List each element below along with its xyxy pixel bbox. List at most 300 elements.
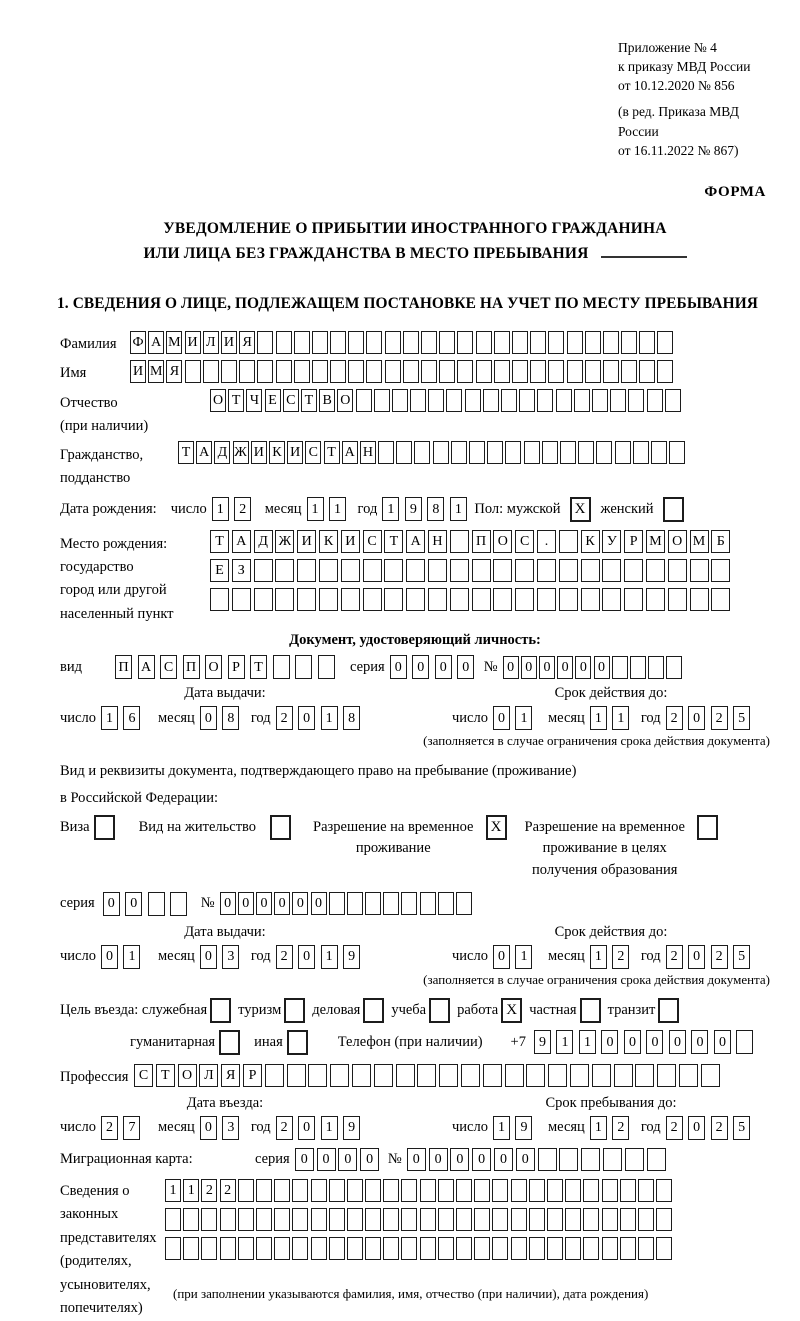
char-cell[interactable] [620, 1237, 636, 1260]
char-cell[interactable] [646, 588, 665, 611]
char-cell[interactable]: 9 [343, 1116, 360, 1140]
char-cell[interactable]: 0 [338, 1148, 357, 1171]
char-cell[interactable] [165, 1208, 181, 1231]
char-cell[interactable]: 6 [123, 706, 140, 730]
char-cell[interactable] [183, 1237, 199, 1260]
char-cell[interactable] [493, 588, 512, 611]
char-cell[interactable] [602, 588, 621, 611]
char-cell[interactable] [384, 588, 403, 611]
char-cell[interactable]: А [232, 530, 251, 553]
char-cell[interactable] [474, 1237, 490, 1260]
char-cell[interactable] [548, 360, 564, 383]
char-cell[interactable] [476, 331, 492, 354]
char-cell[interactable] [512, 360, 528, 383]
char-cell[interactable] [348, 331, 364, 354]
char-cell[interactable] [366, 360, 382, 383]
char-cell[interactable]: 9 [405, 497, 422, 521]
char-cell[interactable] [560, 441, 576, 464]
char-cell[interactable] [438, 1237, 454, 1260]
char-cell[interactable] [366, 331, 382, 354]
char-cell[interactable]: 1 [329, 497, 346, 521]
char-cell[interactable] [392, 389, 408, 412]
char-cell[interactable] [472, 559, 491, 582]
char-cell[interactable] [483, 389, 499, 412]
char-cell[interactable] [602, 1237, 618, 1260]
char-cell[interactable]: 1 [493, 1116, 510, 1140]
char-cell[interactable] [529, 1237, 545, 1260]
char-cell[interactable] [396, 1064, 415, 1087]
char-cell[interactable] [633, 441, 649, 464]
char-cell[interactable] [679, 1064, 698, 1087]
char-cell[interactable]: 2 [276, 1116, 293, 1140]
char-cell[interactable] [530, 331, 546, 354]
char-cell[interactable] [529, 1208, 545, 1231]
char-cell[interactable] [401, 1237, 417, 1260]
char-cell[interactable] [548, 1064, 567, 1087]
char-cell[interactable] [614, 1064, 633, 1087]
phone-cells[interactable] [534, 1030, 759, 1054]
char-cell[interactable] [635, 1064, 654, 1087]
char-cell[interactable] [537, 588, 556, 611]
char-cell[interactable] [537, 389, 553, 412]
char-cell[interactable] [474, 1179, 490, 1202]
residence-issue-day-cells[interactable] [101, 945, 146, 969]
purpose-other-checkbox[interactable] [287, 1030, 308, 1055]
char-cell[interactable] [347, 1237, 363, 1260]
char-cell[interactable] [417, 1064, 436, 1087]
char-cell[interactable]: Л [199, 1064, 218, 1087]
char-cell[interactable]: О [493, 530, 512, 553]
char-cell[interactable]: 0 [594, 656, 610, 679]
char-cell[interactable] [383, 1208, 399, 1231]
char-cell[interactable]: 3 [222, 945, 239, 969]
char-cell[interactable] [690, 559, 709, 582]
residence-series-cells[interactable] [103, 892, 193, 916]
char-cell[interactable]: И [221, 331, 237, 354]
char-cell[interactable] [669, 441, 685, 464]
char-cell[interactable]: 0 [714, 1030, 731, 1054]
char-cell[interactable]: Ч [246, 389, 262, 412]
char-cell[interactable] [602, 1208, 618, 1231]
char-cell[interactable] [556, 389, 572, 412]
char-cell[interactable] [329, 1208, 345, 1231]
char-cell[interactable]: 2 [612, 945, 629, 969]
char-cell[interactable]: Т [210, 530, 229, 553]
char-cell[interactable] [297, 588, 316, 611]
legal-cells-1[interactable] [165, 1179, 674, 1202]
char-cell[interactable] [648, 656, 664, 679]
char-cell[interactable]: А [406, 530, 425, 553]
char-cell[interactable] [273, 655, 290, 679]
char-cell[interactable] [363, 588, 382, 611]
char-cell[interactable]: 2 [666, 945, 683, 969]
char-cell[interactable] [639, 360, 655, 383]
char-cell[interactable]: Т [156, 1064, 175, 1087]
char-cell[interactable]: К [319, 530, 338, 553]
char-cell[interactable] [567, 360, 583, 383]
char-cell[interactable] [287, 1064, 306, 1087]
char-cell[interactable]: 1 [612, 706, 629, 730]
char-cell[interactable]: 0 [624, 1030, 641, 1054]
char-cell[interactable]: И [185, 331, 201, 354]
char-cell[interactable]: 9 [343, 945, 360, 969]
char-cell[interactable]: 0 [691, 1030, 708, 1054]
char-cell[interactable]: 0 [292, 892, 308, 915]
char-cell[interactable] [347, 892, 363, 915]
char-cell[interactable] [559, 1148, 578, 1171]
char-cell[interactable] [612, 656, 628, 679]
char-cell[interactable]: С [515, 530, 534, 553]
char-cell[interactable] [450, 588, 469, 611]
char-cell[interactable]: С [283, 389, 299, 412]
char-cell[interactable] [428, 588, 447, 611]
char-cell[interactable]: 0 [103, 892, 120, 916]
char-cell[interactable]: П [115, 655, 132, 679]
char-cell[interactable] [450, 559, 469, 582]
char-cell[interactable] [421, 331, 437, 354]
char-cell[interactable] [615, 441, 631, 464]
char-cell[interactable]: М [148, 360, 164, 383]
issue-month-cells[interactable] [200, 706, 245, 730]
char-cell[interactable] [542, 441, 558, 464]
char-cell[interactable] [292, 1237, 308, 1260]
char-cell[interactable]: 0 [557, 656, 573, 679]
char-cell[interactable] [474, 1208, 490, 1231]
char-cell[interactable] [492, 1179, 508, 1202]
char-cell[interactable]: 0 [575, 656, 591, 679]
char-cell[interactable] [456, 892, 472, 915]
char-cell[interactable] [638, 1179, 654, 1202]
char-cell[interactable]: К [269, 441, 285, 464]
char-cell[interactable]: 0 [298, 706, 315, 730]
char-cell[interactable]: М [166, 331, 182, 354]
char-cell[interactable]: 0 [360, 1148, 379, 1171]
char-cell[interactable]: С [305, 441, 321, 464]
char-cell[interactable] [201, 1208, 217, 1231]
char-cell[interactable] [254, 559, 273, 582]
char-cell[interactable] [456, 1208, 472, 1231]
char-cell[interactable]: 0 [295, 1148, 314, 1171]
char-cell[interactable]: Л [203, 331, 219, 354]
char-cell[interactable]: 2 [234, 497, 251, 521]
char-cell[interactable] [585, 331, 601, 354]
residence-expiry-month-cells[interactable] [590, 945, 635, 969]
char-cell[interactable]: 0 [412, 655, 429, 679]
char-cell[interactable] [256, 1237, 272, 1260]
char-cell[interactable] [438, 892, 454, 915]
doc-series-cells[interactable] [390, 655, 480, 679]
char-cell[interactable] [254, 588, 273, 611]
char-cell[interactable] [439, 360, 455, 383]
char-cell[interactable]: 1 [183, 1179, 199, 1202]
migration-card-number-cells[interactable] [407, 1148, 669, 1171]
char-cell[interactable]: 1 [590, 706, 607, 730]
char-cell[interactable]: 8 [222, 706, 239, 730]
char-cell[interactable] [583, 1179, 599, 1202]
char-cell[interactable] [647, 389, 663, 412]
char-cell[interactable] [621, 360, 637, 383]
edu-permit-checkbox[interactable] [697, 815, 718, 840]
char-cell[interactable] [365, 1208, 381, 1231]
char-cell[interactable] [603, 1148, 622, 1171]
char-cell[interactable]: 0 [220, 892, 236, 915]
char-cell[interactable] [624, 559, 643, 582]
patronymic-cells[interactable] [210, 389, 683, 412]
char-cell[interactable] [292, 1179, 308, 1202]
char-cell[interactable] [446, 389, 462, 412]
char-cell[interactable]: О [337, 389, 353, 412]
char-cell[interactable]: 0 [238, 892, 254, 915]
char-cell[interactable] [256, 1179, 272, 1202]
birth-year-cells[interactable] [382, 497, 472, 521]
char-cell[interactable] [456, 1179, 472, 1202]
char-cell[interactable] [374, 1064, 393, 1087]
char-cell[interactable]: Н [428, 530, 447, 553]
char-cell[interactable] [365, 1237, 381, 1260]
char-cell[interactable]: 2 [276, 706, 293, 730]
expiry-day-cells[interactable] [493, 706, 538, 730]
purpose-delovaya-checkbox[interactable] [363, 998, 384, 1023]
char-cell[interactable] [319, 588, 338, 611]
male-checkbox[interactable]: X [570, 497, 591, 522]
char-cell[interactable] [665, 389, 681, 412]
char-cell[interactable] [565, 1179, 581, 1202]
char-cell[interactable]: 0 [298, 945, 315, 969]
char-cell[interactable]: Т [301, 389, 317, 412]
char-cell[interactable]: А [148, 331, 164, 354]
purpose-transit-checkbox[interactable] [658, 998, 679, 1023]
char-cell[interactable] [559, 530, 578, 553]
char-cell[interactable] [668, 559, 687, 582]
char-cell[interactable] [461, 1064, 480, 1087]
char-cell[interactable] [276, 331, 292, 354]
char-cell[interactable] [451, 441, 467, 464]
birth-month-cells[interactable] [307, 497, 352, 521]
char-cell[interactable]: 8 [343, 706, 360, 730]
char-cell[interactable] [666, 656, 682, 679]
char-cell[interactable] [438, 1208, 454, 1231]
temp-permit-checkbox[interactable]: X [486, 815, 507, 840]
char-cell[interactable] [620, 1208, 636, 1231]
char-cell[interactable]: 1 [515, 706, 532, 730]
name-cells[interactable] [130, 360, 676, 383]
char-cell[interactable] [428, 389, 444, 412]
char-cell[interactable]: 2 [276, 945, 293, 969]
char-cell[interactable] [567, 331, 583, 354]
char-cell[interactable]: Т [384, 530, 403, 553]
char-cell[interactable] [365, 892, 381, 915]
char-cell[interactable] [239, 360, 255, 383]
char-cell[interactable] [610, 389, 626, 412]
char-cell[interactable]: Ф [130, 331, 146, 354]
purpose-business-checkbox[interactable] [210, 998, 231, 1023]
char-cell[interactable] [420, 1208, 436, 1231]
char-cell[interactable]: 0 [669, 1030, 686, 1054]
char-cell[interactable]: 1 [321, 945, 338, 969]
char-cell[interactable] [384, 559, 403, 582]
char-cell[interactable] [592, 389, 608, 412]
char-cell[interactable]: 1 [101, 706, 118, 730]
char-cell[interactable]: 1 [590, 945, 607, 969]
char-cell[interactable]: 0 [503, 656, 519, 679]
char-cell[interactable] [414, 441, 430, 464]
char-cell[interactable] [274, 1208, 290, 1231]
char-cell[interactable] [647, 1148, 666, 1171]
char-cell[interactable] [318, 655, 335, 679]
char-cell[interactable]: 0 [472, 1148, 491, 1171]
char-cell[interactable] [559, 588, 578, 611]
char-cell[interactable] [356, 389, 372, 412]
char-cell[interactable]: 0 [457, 655, 474, 679]
expiry-month-cells[interactable] [590, 706, 635, 730]
char-cell[interactable] [403, 360, 419, 383]
char-cell[interactable] [701, 1064, 720, 1087]
char-cell[interactable]: Т [228, 389, 244, 412]
char-cell[interactable]: 9 [515, 1116, 532, 1140]
char-cell[interactable] [559, 559, 578, 582]
char-cell[interactable]: 0 [390, 655, 407, 679]
char-cell[interactable]: 5 [733, 706, 750, 730]
legal-cells-3[interactable] [165, 1237, 674, 1260]
char-cell[interactable]: И [130, 360, 146, 383]
char-cell[interactable] [348, 360, 364, 383]
char-cell[interactable] [220, 1208, 236, 1231]
char-cell[interactable]: 0 [494, 1148, 513, 1171]
char-cell[interactable] [385, 360, 401, 383]
char-cell[interactable] [581, 588, 600, 611]
char-cell[interactable] [657, 360, 673, 383]
char-cell[interactable]: Б [711, 530, 730, 553]
char-cell[interactable] [690, 588, 709, 611]
entry-month-cells[interactable] [200, 1116, 245, 1140]
char-cell[interactable] [624, 588, 643, 611]
char-cell[interactable]: 0 [200, 945, 217, 969]
char-cell[interactable]: О [178, 1064, 197, 1087]
residence-issue-year-cells[interactable] [276, 945, 366, 969]
char-cell[interactable] [511, 1208, 527, 1231]
char-cell[interactable] [621, 331, 637, 354]
expiry-year-cells[interactable] [666, 706, 756, 730]
char-cell[interactable]: 0 [256, 892, 272, 915]
char-cell[interactable] [625, 1148, 644, 1171]
char-cell[interactable] [711, 559, 730, 582]
char-cell[interactable] [329, 1179, 345, 1202]
char-cell[interactable]: 1 [450, 497, 467, 521]
char-cell[interactable] [494, 360, 510, 383]
char-cell[interactable] [420, 1179, 436, 1202]
char-cell[interactable]: Е [210, 559, 229, 582]
char-cell[interactable] [457, 331, 473, 354]
doc-number-cells[interactable] [503, 656, 685, 679]
char-cell[interactable] [396, 441, 412, 464]
char-cell[interactable] [638, 1208, 654, 1231]
char-cell[interactable] [294, 331, 310, 354]
residence-expiry-year-cells[interactable] [666, 945, 756, 969]
char-cell[interactable] [295, 655, 312, 679]
char-cell[interactable] [363, 559, 382, 582]
char-cell[interactable] [581, 1148, 600, 1171]
char-cell[interactable]: С [160, 655, 177, 679]
char-cell[interactable]: 2 [711, 1116, 728, 1140]
char-cell[interactable] [352, 1064, 371, 1087]
char-cell[interactable]: К [581, 530, 600, 553]
char-cell[interactable] [329, 892, 345, 915]
char-cell[interactable] [639, 331, 655, 354]
char-cell[interactable]: М [690, 530, 709, 553]
char-cell[interactable]: 2 [201, 1179, 217, 1202]
char-cell[interactable]: 0 [516, 1148, 535, 1171]
char-cell[interactable] [311, 1237, 327, 1260]
char-cell[interactable] [365, 1179, 381, 1202]
stay-day-cells[interactable] [493, 1116, 538, 1140]
char-cell[interactable] [201, 1237, 217, 1260]
char-cell[interactable]: В [319, 389, 335, 412]
char-cell[interactable]: 2 [711, 706, 728, 730]
char-cell[interactable] [596, 441, 612, 464]
char-cell[interactable] [505, 441, 521, 464]
char-cell[interactable]: А [342, 441, 358, 464]
char-cell[interactable]: 0 [688, 945, 705, 969]
char-cell[interactable] [537, 559, 556, 582]
char-cell[interactable]: 1 [579, 1030, 596, 1054]
char-cell[interactable] [657, 331, 673, 354]
char-cell[interactable] [476, 360, 492, 383]
char-cell[interactable] [165, 1237, 181, 1260]
char-cell[interactable]: 1 [321, 1116, 338, 1140]
char-cell[interactable] [603, 331, 619, 354]
char-cell[interactable]: 0 [311, 892, 327, 915]
char-cell[interactable] [385, 331, 401, 354]
char-cell[interactable]: Р [243, 1064, 262, 1087]
char-cell[interactable]: 0 [539, 656, 555, 679]
char-cell[interactable] [515, 588, 534, 611]
char-cell[interactable] [574, 389, 590, 412]
birth-day-cells[interactable] [212, 497, 257, 521]
char-cell[interactable]: 5 [733, 1116, 750, 1140]
char-cell[interactable] [347, 1208, 363, 1231]
char-cell[interactable] [275, 559, 294, 582]
char-cell[interactable] [524, 441, 540, 464]
char-cell[interactable] [493, 559, 512, 582]
char-cell[interactable] [530, 360, 546, 383]
char-cell[interactable] [428, 559, 447, 582]
char-cell[interactable] [651, 441, 667, 464]
legal-cells-2[interactable] [165, 1208, 674, 1231]
char-cell[interactable] [374, 389, 390, 412]
char-cell[interactable]: 2 [101, 1116, 118, 1140]
char-cell[interactable]: Я [221, 1064, 240, 1087]
char-cell[interactable] [383, 1237, 399, 1260]
char-cell[interactable] [257, 360, 273, 383]
char-cell[interactable] [220, 1237, 236, 1260]
char-cell[interactable] [581, 559, 600, 582]
char-cell[interactable]: 2 [711, 945, 728, 969]
char-cell[interactable]: 0 [125, 892, 142, 916]
doc-kind-cells[interactable] [115, 655, 340, 679]
residence-expiry-day-cells[interactable] [493, 945, 538, 969]
char-cell[interactable]: Я [166, 360, 182, 383]
char-cell[interactable]: П [183, 655, 200, 679]
char-cell[interactable]: 3 [222, 1116, 239, 1140]
char-cell[interactable] [438, 1179, 454, 1202]
birth-place-cells-2[interactable] [210, 559, 733, 582]
char-cell[interactable]: 0 [493, 945, 510, 969]
char-cell[interactable]: А [196, 441, 212, 464]
char-cell[interactable] [329, 1237, 345, 1260]
purpose-tourism-checkbox[interactable] [284, 998, 305, 1023]
char-cell[interactable] [274, 1179, 290, 1202]
char-cell[interactable]: 0 [688, 1116, 705, 1140]
